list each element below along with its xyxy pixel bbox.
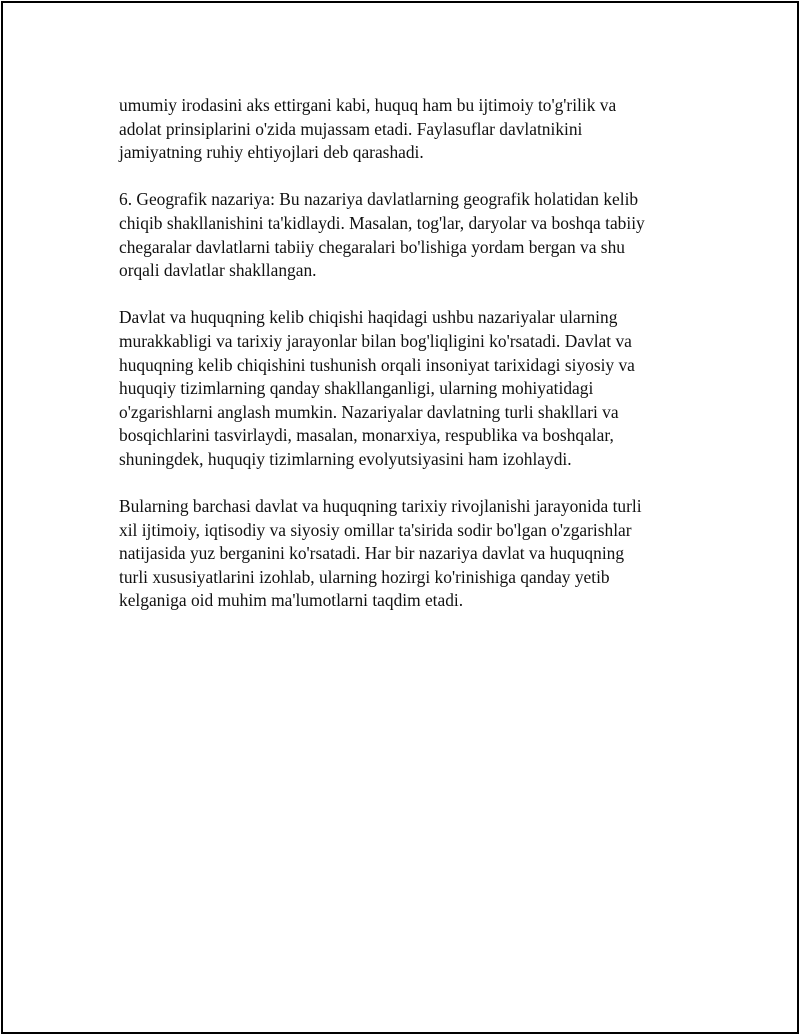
text-line: natijasida yuz berganini ko'rsatadi. Har bir nazariya davlat va huquqning [119, 543, 625, 564]
text-line: bosqichlarini tasvirlaydi, masalan, monarxiya, respublika va boshqalar, [119, 425, 614, 446]
text-line: huquqning kelib chiqishini tushunish orqali insoniyat tarixidagi siyosiy va [119, 354, 635, 375]
text-line: orqali davlatlar shakllangan. [119, 260, 317, 281]
text-line: o'zgarishlarni anglash mumkin. Nazariyalar davlatning turli shakllari va [119, 401, 619, 422]
paragraph-3 [119, 306, 679, 471]
text-line: huquqiy tizimlarning qanday shakllanganligi, ularning mohiyatidagi [119, 378, 594, 399]
text-line: Bularning barchasi davlat va huquqning tarixiy rivojlanishi jarayonida turli [119, 496, 642, 517]
text-line: turli xususiyatlarini izohlab, ularning hozirgi ko'rinishiga qanday yetib [119, 566, 610, 587]
paragraph-2 [119, 188, 679, 282]
text-line: shuningdek, huquqiy tizimlarning evolyutsiyasini ham izohlaydi. [119, 448, 572, 469]
paragraph-1 [119, 94, 679, 165]
text-line: chiqib shakllanishini ta'kidlaydi. Masalan, tog'lar, daryolar va boshqa tabiiy [119, 212, 645, 233]
text-line: jamiyatning ruhiy ehtiyojlari deb qarashadi. [119, 142, 424, 163]
text-line: Davlat va huquqning kelib chiqishi haqidagi ushbu nazariyalar ularning [119, 307, 618, 328]
paragraph-4 [119, 495, 679, 613]
text-line: adolat prinsiplarini o'zida mujassam etadi. Faylasuflar davlatnikini [119, 118, 583, 139]
text-line: murakkabligi va tarixiy jarayonlar bilan bog'liqligini ko'rsatadi. Davlat va [119, 330, 632, 351]
text-line: xil ijtimoiy, iqtisodiy va siyosiy omillar ta'sirida sodir bo'lgan o'zgarishlar [119, 519, 632, 540]
text-line: 6. Geografik nazariya: Bu nazariya davlatlarning geografik holatidan kelib [119, 189, 639, 210]
document-body [119, 94, 679, 637]
text-line: kelganiga oid muhim ma'lumotlarni taqdim etadi. [119, 590, 464, 611]
text-line: chegaralar davlatlarni tabiiy chegaralari bo'lishiga yordam bergan va shu [119, 236, 625, 257]
text-line: umumiy irodasini aks ettirgani kabi, huquq ham bu ijtimoiy to'g'rilik va [119, 95, 617, 115]
document-page [1, 1, 799, 1034]
